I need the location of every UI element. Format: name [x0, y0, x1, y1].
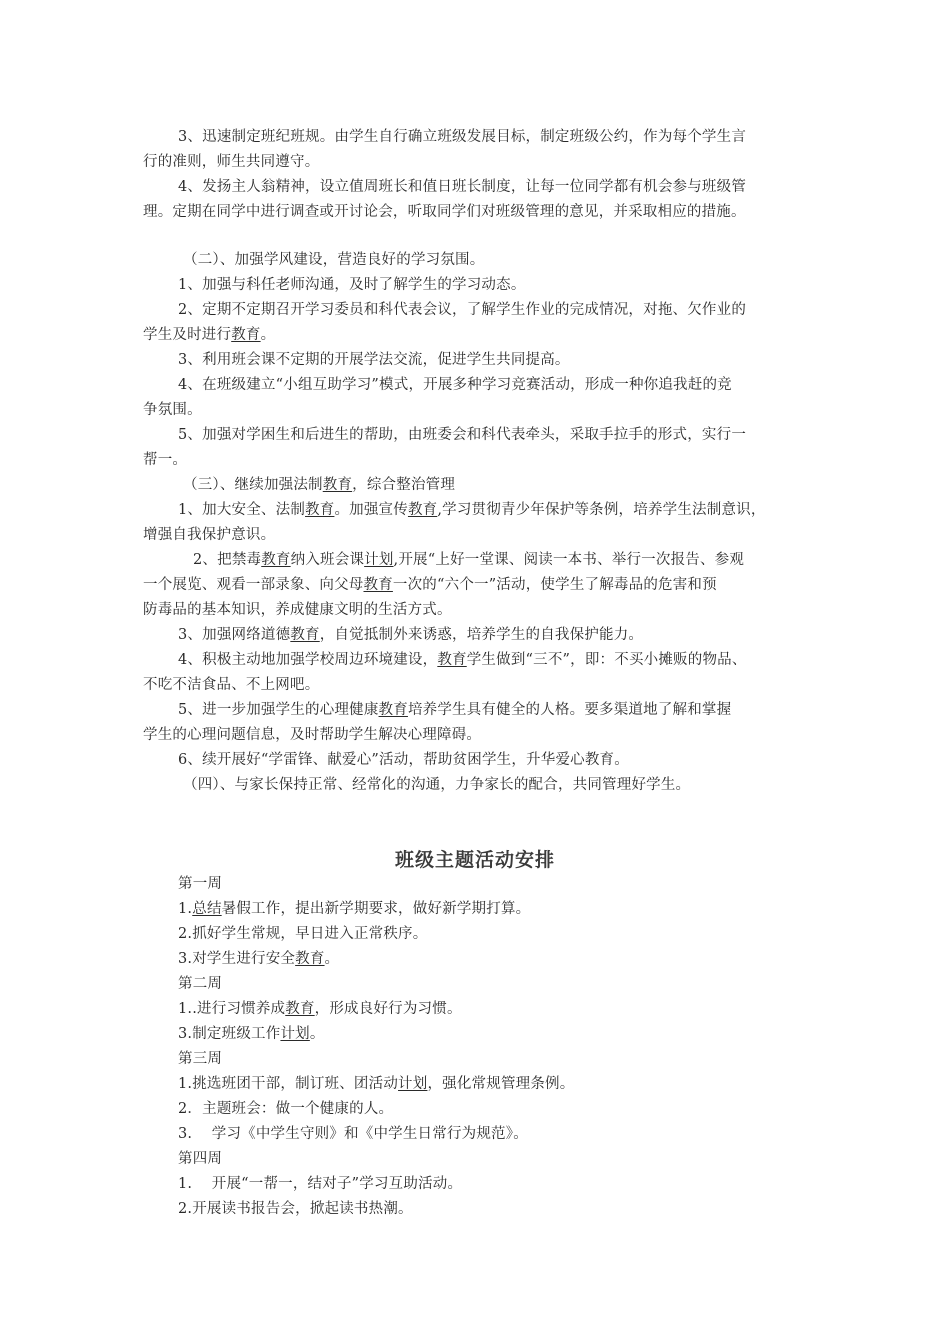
page-title: 班级主题活动安排 — [394, 849, 555, 871]
paragraph-line: 理。定期在同学中进行调查或开讨论会，听取同学们对班级管理的意见，并采取相应的措施。 — [143, 204, 746, 220]
hyperlink-plan[interactable]: 计划 — [280, 1026, 310, 1042]
text: 学生做到“三不”，即：不买小摊贩的物品、 — [466, 652, 747, 668]
paragraph-line: 增强自我保护意识。 — [143, 527, 276, 543]
list-item: 1. 开展“一帮一，结对子”学习互助活动。 — [178, 1176, 463, 1192]
paragraph-line — [178, 623, 850, 648]
paragraph-line: 争氛围。 — [143, 402, 202, 418]
list-item — [178, 947, 850, 972]
text: ，形成良好行为习惯。 — [314, 1001, 462, 1017]
hyperlink-education[interactable]: 教育 — [437, 652, 467, 668]
paragraph-line: 6、续开展好“学雷锋、献爱心”活动，帮助贫困学生，升华爱心教育。 — [178, 752, 629, 768]
text: 。 — [324, 951, 340, 967]
text: 一个展览、观看一部录象、向父母 — [143, 577, 364, 593]
hyperlink-education[interactable]: 教育 — [231, 327, 261, 343]
text: 纳入班会课 — [290, 552, 365, 568]
text: 学生及时进行 — [143, 327, 232, 343]
text: 暑假工作，提出新学期要求，做好新学期打算。 — [221, 901, 531, 917]
hyperlink-education[interactable]: 教育 — [305, 502, 335, 518]
text: 1..进行习惯养成 — [178, 1001, 286, 1017]
text: 2、把禁毒 — [193, 552, 262, 568]
hyperlink-education[interactable]: 教育 — [407, 502, 438, 518]
paragraph-line — [143, 573, 815, 598]
text: （三）、继续加强法制 — [183, 477, 323, 493]
section-heading — [183, 473, 855, 498]
week-label: 第三周 — [178, 1051, 223, 1067]
paragraph-line: 4、在班级建立“小组互助学习”模式，开展多种学习竞赛活动，形成一种你追我赶的竞 — [178, 377, 732, 393]
text: 1. — [178, 901, 193, 917]
paragraph-line: 3、迅速制定班纪班规。由学生自行确立班级发展目标，制定班级公约，作为每个学生言 — [178, 129, 747, 145]
hyperlink-education[interactable]: 教育 — [378, 702, 408, 718]
list-item — [178, 997, 850, 1022]
paragraph-line: 行的准则，师生共同遵守。 — [143, 154, 320, 170]
section-heading: （四）、与家长保持正常、经常化的沟通，力争家长的配合，共同管理好学生。 — [183, 777, 691, 793]
list-item — [178, 897, 850, 922]
hyperlink-plan[interactable]: 计划 — [364, 552, 394, 568]
paragraph-line — [178, 498, 850, 523]
text: ，强化常规管理条例。 — [427, 1076, 575, 1092]
paragraph-line: 3、利用班会课不定期的开展学法交流，促进学生共同提高。 — [178, 352, 570, 368]
section-heading: （二）、加强学风建设，营造良好的学习氛围。 — [183, 252, 485, 268]
week-label: 第四周 — [178, 1151, 223, 1167]
week-label: 第二周 — [178, 976, 223, 992]
paragraph-line: 不吃不洁食品、不上网吧。 — [143, 677, 320, 693]
list-item: 2.抓好学生常规，早日进入正常秩序。 — [178, 926, 428, 942]
paragraph-line — [178, 698, 850, 723]
paragraph-line: 学生的心理问题信息，及时帮助学生解决心理障碍。 — [143, 727, 482, 743]
text: 。 — [309, 1026, 325, 1042]
text: ，综合整治管理 — [352, 477, 456, 493]
paragraph-line: 5、加强对学困生和后进生的帮助，由班委会和科代表牵头，采取手拉手的形式，实行一 — [178, 427, 747, 443]
paragraph-line: 2、定期不定期召开学习委员和科代表会议，了解学生作业的完成情况，对拖、欠作业的 — [178, 302, 747, 318]
list-item — [178, 1072, 850, 1097]
hyperlink-education[interactable]: 教育 — [285, 1001, 315, 1017]
list-item: 2.开展读书报告会，掀起读书热潮。 — [178, 1201, 413, 1217]
paragraph-line: 1、加强与科任老师沟通，及时了解学生的学习动态。 — [178, 277, 526, 293]
hyperlink-education[interactable]: 教育 — [322, 477, 353, 493]
paragraph-line — [143, 323, 815, 348]
hyperlink-education[interactable]: 教育 — [295, 951, 325, 967]
paragraph-line — [178, 648, 850, 673]
text: 1.挑选班团干部，制订班、团活动 — [178, 1076, 399, 1092]
text: 。 — [260, 327, 276, 343]
paragraph-line: 帮一。 — [143, 452, 188, 468]
list-item: 3. 学习《中学生守则》和《中学生日常行为规范》。 — [178, 1126, 528, 1142]
text: 3、加强网络道德 — [178, 627, 291, 643]
paragraph-line — [193, 548, 865, 573]
text: 4、积极主动地加强学校周边环境建设， — [178, 652, 438, 668]
text: 。加强宣传 — [334, 502, 408, 518]
text: ,学习贯彻青少年保护等条例，培养学生法制意识， — [437, 502, 766, 518]
text: ，自觉抵制外来诱惑，培养学生的自我保护能力。 — [319, 627, 644, 643]
hyperlink-plan[interactable]: 计划 — [398, 1076, 428, 1092]
text: 3.制定班级工作 — [178, 1026, 281, 1042]
text: 一次的“六个一”活动，使学生了解毒品的危害和预 — [392, 577, 717, 593]
paragraph-line: 防毒品的基本知识，养成健康文明的生活方式。 — [143, 602, 452, 618]
hyperlink-summary[interactable]: 总结 — [192, 901, 222, 917]
text: ,开展“上好一堂课、阅读一本书、举行一次报告、参观 — [393, 552, 745, 568]
list-item — [178, 1022, 850, 1047]
list-item: 2．主题班会：做一个健康的人。 — [178, 1101, 394, 1117]
hyperlink-education[interactable]: 教育 — [363, 577, 393, 593]
text: 培养学生具有健全的人格。要多渠道地了解和掌握 — [407, 702, 732, 718]
week-label: 第一周 — [178, 876, 223, 892]
paragraph-line: 4、发扬主人翁精神，设立值周班长和值日班长制度，让每一位同学都有机会参与班级管 — [178, 179, 747, 195]
hyperlink-education[interactable]: 教育 — [290, 627, 320, 643]
hyperlink-education[interactable]: 教育 — [261, 552, 291, 568]
text: 5、进一步加强学生的心理健康 — [178, 702, 379, 718]
text: 3.对学生进行安全 — [178, 951, 296, 967]
text: 1、加大安全、法制 — [178, 502, 306, 518]
